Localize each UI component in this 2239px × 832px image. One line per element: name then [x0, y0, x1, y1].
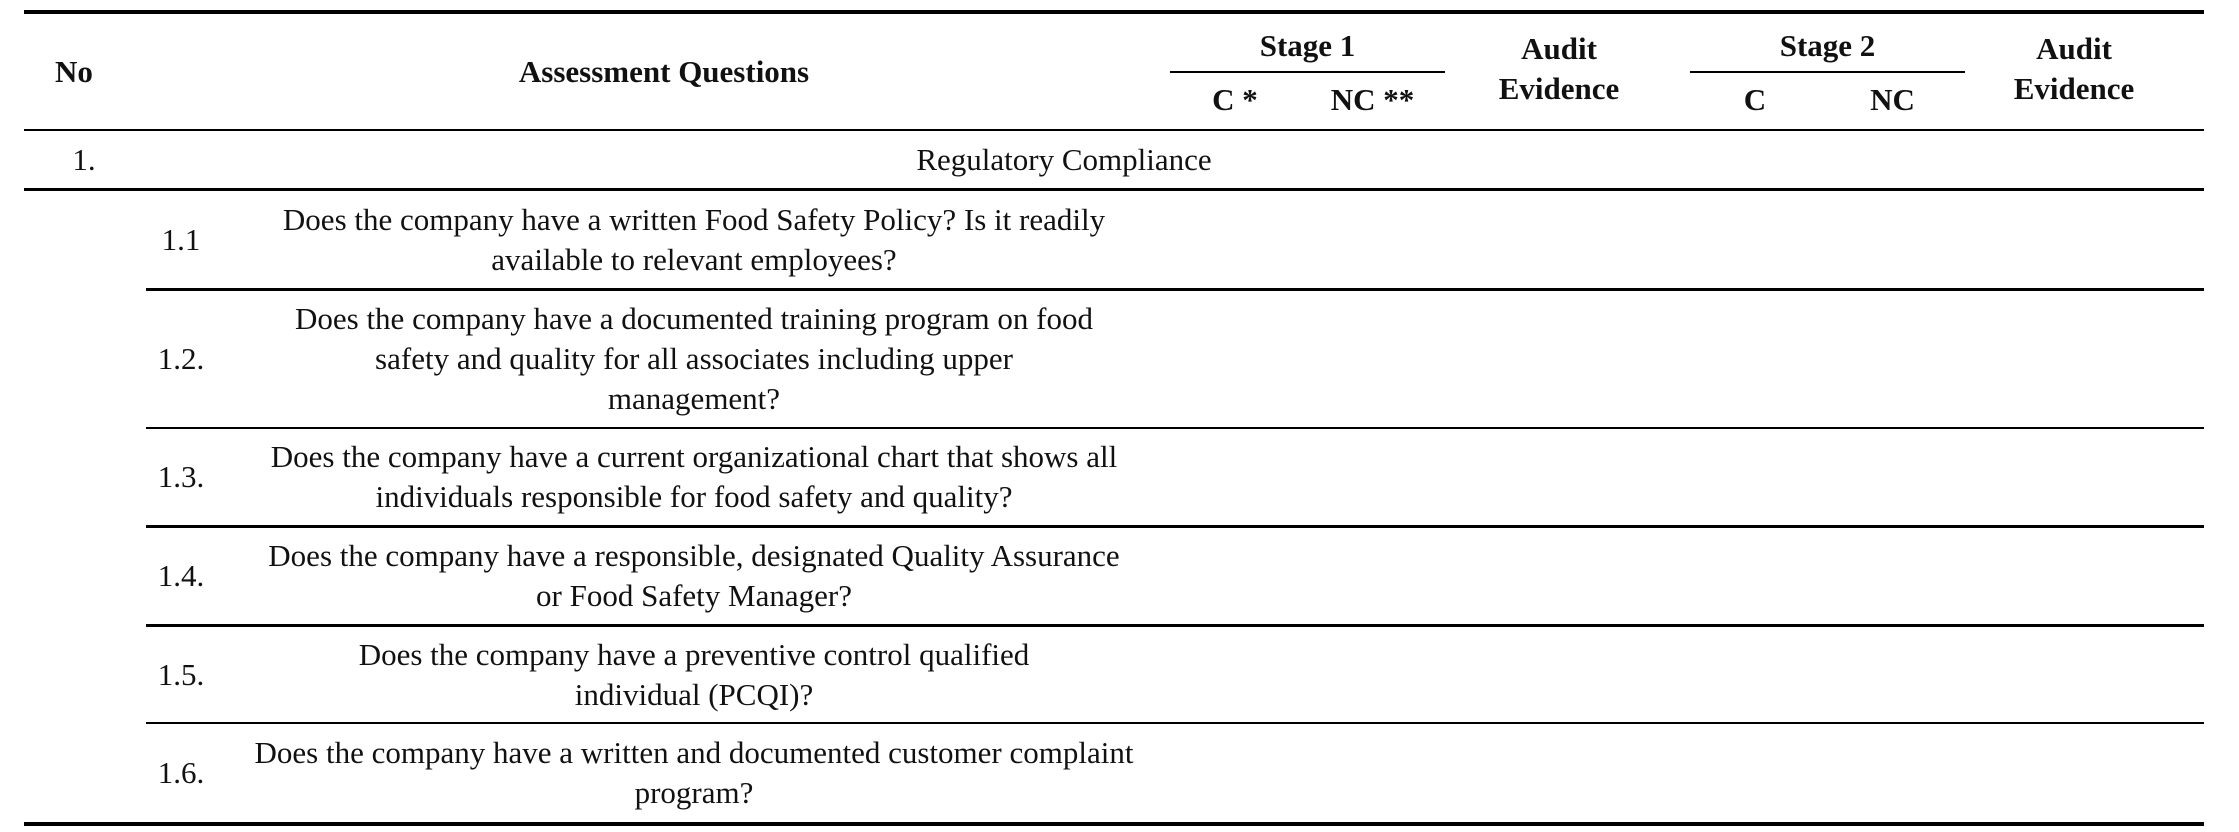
row-question: Does the company have a documented training program on food safety and quality for all associates including upper management? [294, 301, 1093, 416]
header-audit-evidence-2: Audit Evidence [2013, 31, 2135, 106]
bottom-rule [24, 822, 2204, 826]
row-no: 1.1 [161, 221, 201, 257]
row-question: Does the company have a preventive control qualified individual (PCQI)? [358, 636, 1030, 712]
header-stage1-nc: NC ** [1330, 82, 1415, 117]
header-stage2-nc: NC [1870, 82, 1915, 117]
stage2-underline [1690, 71, 1965, 73]
row-no: 1.5. [157, 656, 205, 692]
row-question: Does the company have a current organizational chart that shows all individuals responsible for food safety and quality? [270, 439, 1118, 514]
row-question: Does the company have a written and documented customer complaint program? [254, 735, 1134, 810]
header-audit-evidence-1: Audit Evidence [1498, 31, 1620, 106]
row-no: 1.6. [157, 755, 205, 790]
header-stage2: Stage 2 [1779, 28, 1876, 63]
row-no: 1.2. [157, 341, 205, 376]
header-stage1: Stage 1 [1259, 28, 1356, 63]
header-questions: Assessment Questions [518, 53, 810, 89]
section-title: Regulatory Compliance [916, 141, 1212, 177]
row-no: 1.4. [157, 558, 205, 593]
row-question: Does the company have a written Food Safety Policy? Is it readily available to relevant employees? [282, 201, 1106, 277]
section-no: 1. [72, 141, 96, 177]
header-stage1-c: C * [1212, 82, 1258, 117]
row-question: Does the company have a responsible, designated Quality Assurance or Food Safety Manager? [268, 538, 1120, 613]
stage1-underline [1170, 71, 1445, 73]
header-no: No [55, 53, 93, 89]
row-no: 1.3. [157, 459, 205, 494]
header-stage2-c: C [1743, 82, 1767, 117]
